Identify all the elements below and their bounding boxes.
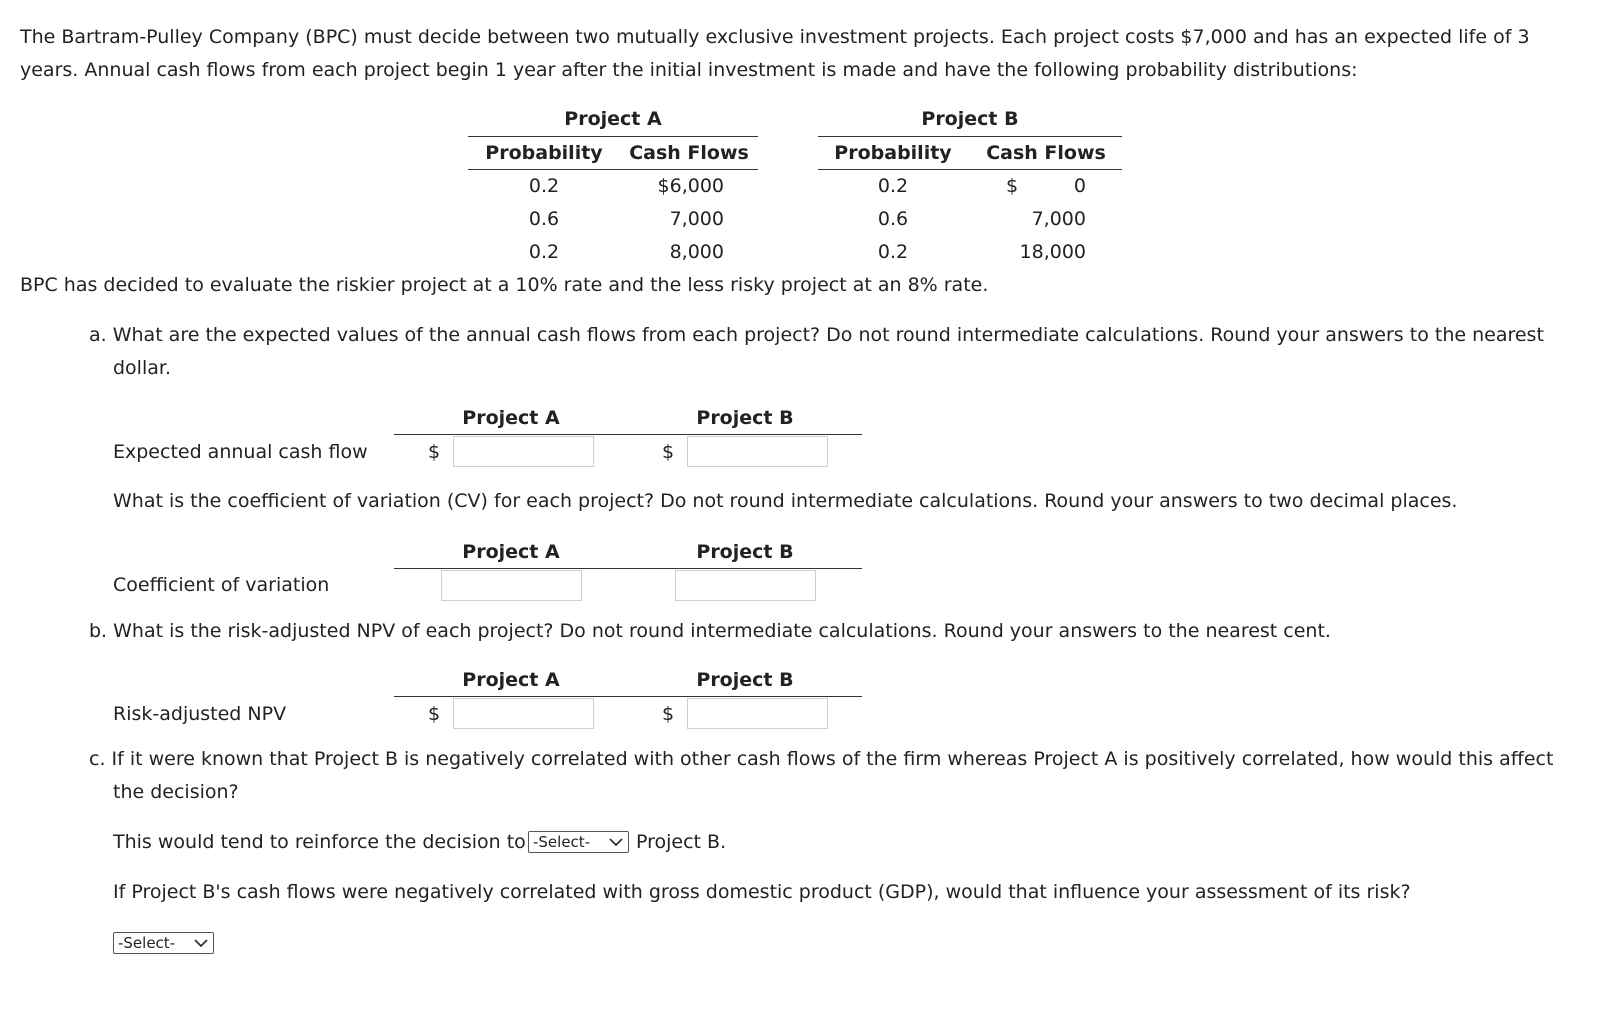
currency-symbol: $ (428, 441, 441, 463)
project-a-cf-header: Cash Flows (629, 142, 749, 164)
rate-note: BPC has decided to evaluate the riskier project at a 10% rate and the less risky project at an 8% rate. (20, 274, 989, 296)
chevron-down-icon (608, 837, 624, 847)
project-a-header-rule (468, 169, 758, 170)
project-b-title-rule (818, 136, 1122, 137)
cv-col-a-header: Project A (462, 541, 560, 563)
project-a-title: Project A (564, 108, 662, 130)
part-b-header-rule (394, 696, 862, 697)
part-c-question-line-1: c. If it were known that Project B is negatively correlated with other cash flows of the firm whereas Project A is positively correlated, how would this affect (89, 748, 1554, 770)
project-b-cf-header: Cash Flows (986, 142, 1106, 164)
project-a-title-rule (468, 136, 758, 137)
cv-question: What is the coefficient of variation (CV) for each project? Do not round intermediate calculations. Round your answers to two decimal places. (113, 490, 1458, 512)
decision-select[interactable] (528, 831, 629, 853)
expected-cash-flow-label: Expected annual cash flow (113, 441, 368, 463)
project-b-header-rule (818, 169, 1122, 170)
project-b-cf-1: 0 (1073, 175, 1086, 197)
project-a-prob-2: 0.6 (528, 208, 560, 230)
project-b-cf-2: 7,000 (1031, 208, 1086, 230)
project-a-prob-header: Probability (485, 142, 603, 164)
cv-b-input[interactable] (675, 570, 816, 601)
reinforce-sentence-end: Project B. (636, 831, 727, 853)
project-b-prob-1: 0.2 (877, 175, 909, 197)
project-b-cf-1-symbol: $ (1006, 175, 1019, 197)
project-b-cf-3: 18,000 (1019, 241, 1086, 263)
project-a-cf-2: 7,000 (669, 208, 724, 230)
npv-label: Risk-adjusted NPV (113, 703, 287, 725)
cv-header-rule (394, 568, 862, 569)
part-b-question: b. What is the risk-adjusted NPV of each project? Do not round intermediate calculations. Round your answers to the nearest cent. (89, 620, 1331, 642)
part-c-question-line-2: the decision? (113, 781, 239, 803)
part-b-col-b-header: Project B (696, 669, 794, 691)
project-b-prob-2: 0.6 (877, 208, 909, 230)
reinforce-sentence-start: This would tend to reinforce the decision to (113, 831, 526, 853)
npv-a-input[interactable] (453, 698, 594, 729)
project-b-title: Project B (921, 108, 1019, 130)
expected-cash-flow-b-input[interactable] (687, 436, 828, 467)
gdp-influence-select-value: -Select- (118, 934, 176, 952)
intro-line-2: years. Annual cash flows from each project begin 1 year after the initial investment is made and have the following probability distributions: (20, 59, 1358, 81)
npv-b-input[interactable] (687, 698, 828, 729)
project-b-prob-3: 0.2 (877, 241, 909, 263)
gdp-influence-select[interactable] (113, 932, 214, 954)
project-a-prob-3: 0.2 (528, 241, 560, 263)
currency-symbol: $ (662, 703, 675, 725)
cv-col-b-header: Project B (696, 541, 794, 563)
part-a-question-line-2: dollar. (113, 357, 171, 379)
intro-line-1: The Bartram-Pulley Company (BPC) must decide between two mutually exclusive investment projects. Each project costs $7,000 and has an expected life of 3 (20, 26, 1530, 48)
decision-select-value: -Select- (533, 833, 591, 851)
cv-a-input[interactable] (441, 570, 582, 601)
part-a-header-rule (394, 434, 862, 435)
project-a-cf-3: 8,000 (669, 241, 724, 263)
gdp-question: If Project B's cash flows were negatively correlated with gross domestic product (GDP), would that influence your assessment of its risk? (113, 881, 1411, 903)
part-a-col-a-header: Project A (462, 407, 560, 429)
project-a-prob-1: 0.2 (528, 175, 560, 197)
project-b-prob-header: Probability (834, 142, 952, 164)
part-a-question-line-1: a. What are the expected values of the annual cash flows from each project? Do not round intermediate calculations. Round your answers to the nearest (89, 324, 1544, 346)
project-a-cf-1: $6,000 (657, 175, 724, 197)
currency-symbol: $ (662, 441, 675, 463)
expected-cash-flow-a-input[interactable] (453, 436, 594, 467)
part-b-col-a-header: Project A (462, 669, 560, 691)
currency-symbol: $ (428, 703, 441, 725)
chevron-down-icon (193, 938, 209, 948)
cv-label: Coefficient of variation (113, 574, 330, 596)
part-a-col-b-header: Project B (696, 407, 794, 429)
